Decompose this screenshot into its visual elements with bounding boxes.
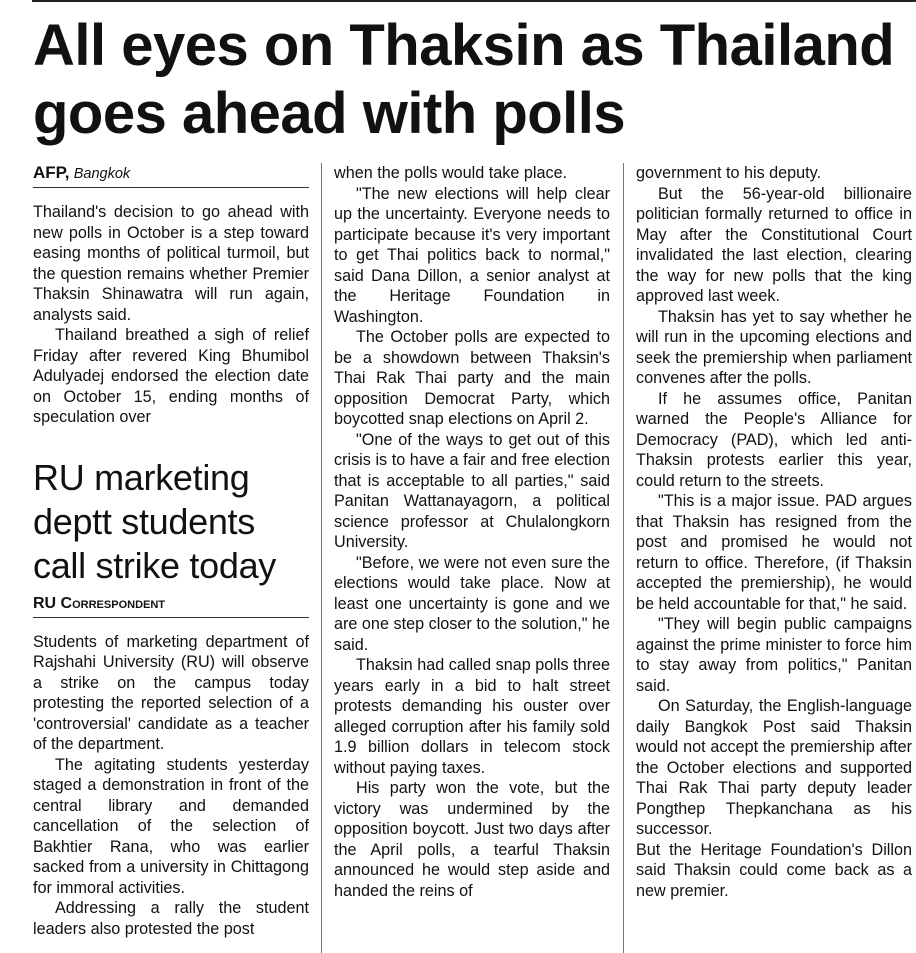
article-paragraph: government to his deputy. bbox=[636, 164, 822, 182]
column-2 bbox=[334, 163, 610, 953]
article-paragraph: Thaksin has yet to say whether he will run in the upcoming elections and seek the premiership when parliament convenes after the polls. bbox=[636, 307, 912, 387]
agency-name: AFP, bbox=[33, 163, 70, 182]
article-paragraph: But the 56-year-old billionaire politician formally returned to office in May after the Constitutional Court invalidated the last election, clearing the way for new polls that the king approved last week. bbox=[636, 184, 912, 305]
article-paragraph: "One of the ways to get out of this crisis is to have a fair and free election that is acceptable to all parties," said Panitan Wattanayagorn, a political science professor at Chulalongkorn University. bbox=[334, 430, 610, 551]
article-paragraph: Thailand breathed a sigh of relief Friday after revered King Bhumibol Adulyadej endorsed the election date on October 15, ending months of speculation over bbox=[33, 326, 309, 426]
column-1 bbox=[33, 163, 309, 953]
article-paragraph: "They will begin public campaigns against the prime minister to force him to stay away from politics," Panitan said. bbox=[636, 615, 912, 695]
article-paragraph: "Before, we were not even sure the elections would take place. Now at least one uncertainty is gone and we are one step closer to the solution," he said. bbox=[334, 553, 610, 654]
article-paragraph: "The new elections will help clear up the uncertainty. Everyone needs to participate because it's very important to get Thai politics back to normal," said Dana Dillon, a senior analyst at the Heritage Foundation in Washington. bbox=[334, 184, 610, 326]
dateline-city: Bangkok bbox=[73, 166, 131, 182]
article-paragraph: when the polls would take place. bbox=[334, 164, 568, 182]
article-paragraph: Thaksin had called snap polls three years early in a bid to halt street protests demanding his ouster over alleged corruption after his family sold 1.9 billion dollars in telecom stock without paying taxes. bbox=[334, 656, 610, 777]
article-paragraph: On Saturday, the English-language daily Bangkok Post said Thaksin would not accept the premiership after the October elections and supported Thai Rak Thai party deputy leader Pongthep Thepkanchana as his successor. bbox=[636, 697, 912, 838]
article-paragraph: His party won the vote, but the victory was undermined by the opposition boycott. Just two days after the April polls, a tearful Thaksin announced he would step aside and handed the reins of bbox=[334, 779, 610, 900]
article-paragraph: "This is a major issue. PAD argues that Thaksin has resigned from the post and promised he would not return to office. Therefore, (if Thaksin accepted the premiership), he would be held accountable for that," he said. bbox=[636, 492, 912, 613]
main-byline bbox=[33, 163, 309, 188]
main-headline: All eyes on Thaksin as Thailand goes ahead with polls bbox=[33, 13, 895, 146]
article-paragraph: Addressing a rally the student leaders also protested the post bbox=[33, 899, 309, 938]
article-paragraph: Thailand's decision to go ahead with new polls in October is a step toward easing months of political turmoil, but the question remains whether Premier Thaksin Shinawatra will run again, analysts said. bbox=[33, 203, 309, 324]
article-paragraph: Students of marketing department of Rajshahi University (RU) will observe a strike on the campus today protesting the reported selection of a 'controversial' candidate as a teacher of the department. bbox=[33, 632, 309, 753]
column-divider bbox=[321, 163, 322, 953]
column-divider bbox=[623, 163, 624, 953]
second-story-byline: RU Correspondent bbox=[33, 594, 309, 618]
article-paragraph: The October polls are expected to be a showdown between Thaksin's Thai Rak Thai party and the main opposition Democrat Party, which boycotted snap elections on April 2. bbox=[334, 328, 610, 428]
article-paragraph: The agitating students yesterday staged a demonstration in front of the central library and demanded cancellation of the selection of Bakhtier Rana, who was earlier sacked from a university in Chittagong for immoral activities. bbox=[33, 755, 309, 897]
article-paragraph: But the Heritage Foundation's Dillon said Thaksin could come back as a new premier. bbox=[636, 840, 912, 900]
top-rule bbox=[32, 0, 916, 2]
column-3 bbox=[636, 163, 912, 953]
second-story-headline: RU marketing deptt students call strike today bbox=[33, 456, 276, 586]
article-paragraph: If he assumes office, Panitan warned the People's Alliance for Democracy (PAD), which led anti-Thaksin protests earlier this year, could return to the streets. bbox=[636, 389, 912, 490]
